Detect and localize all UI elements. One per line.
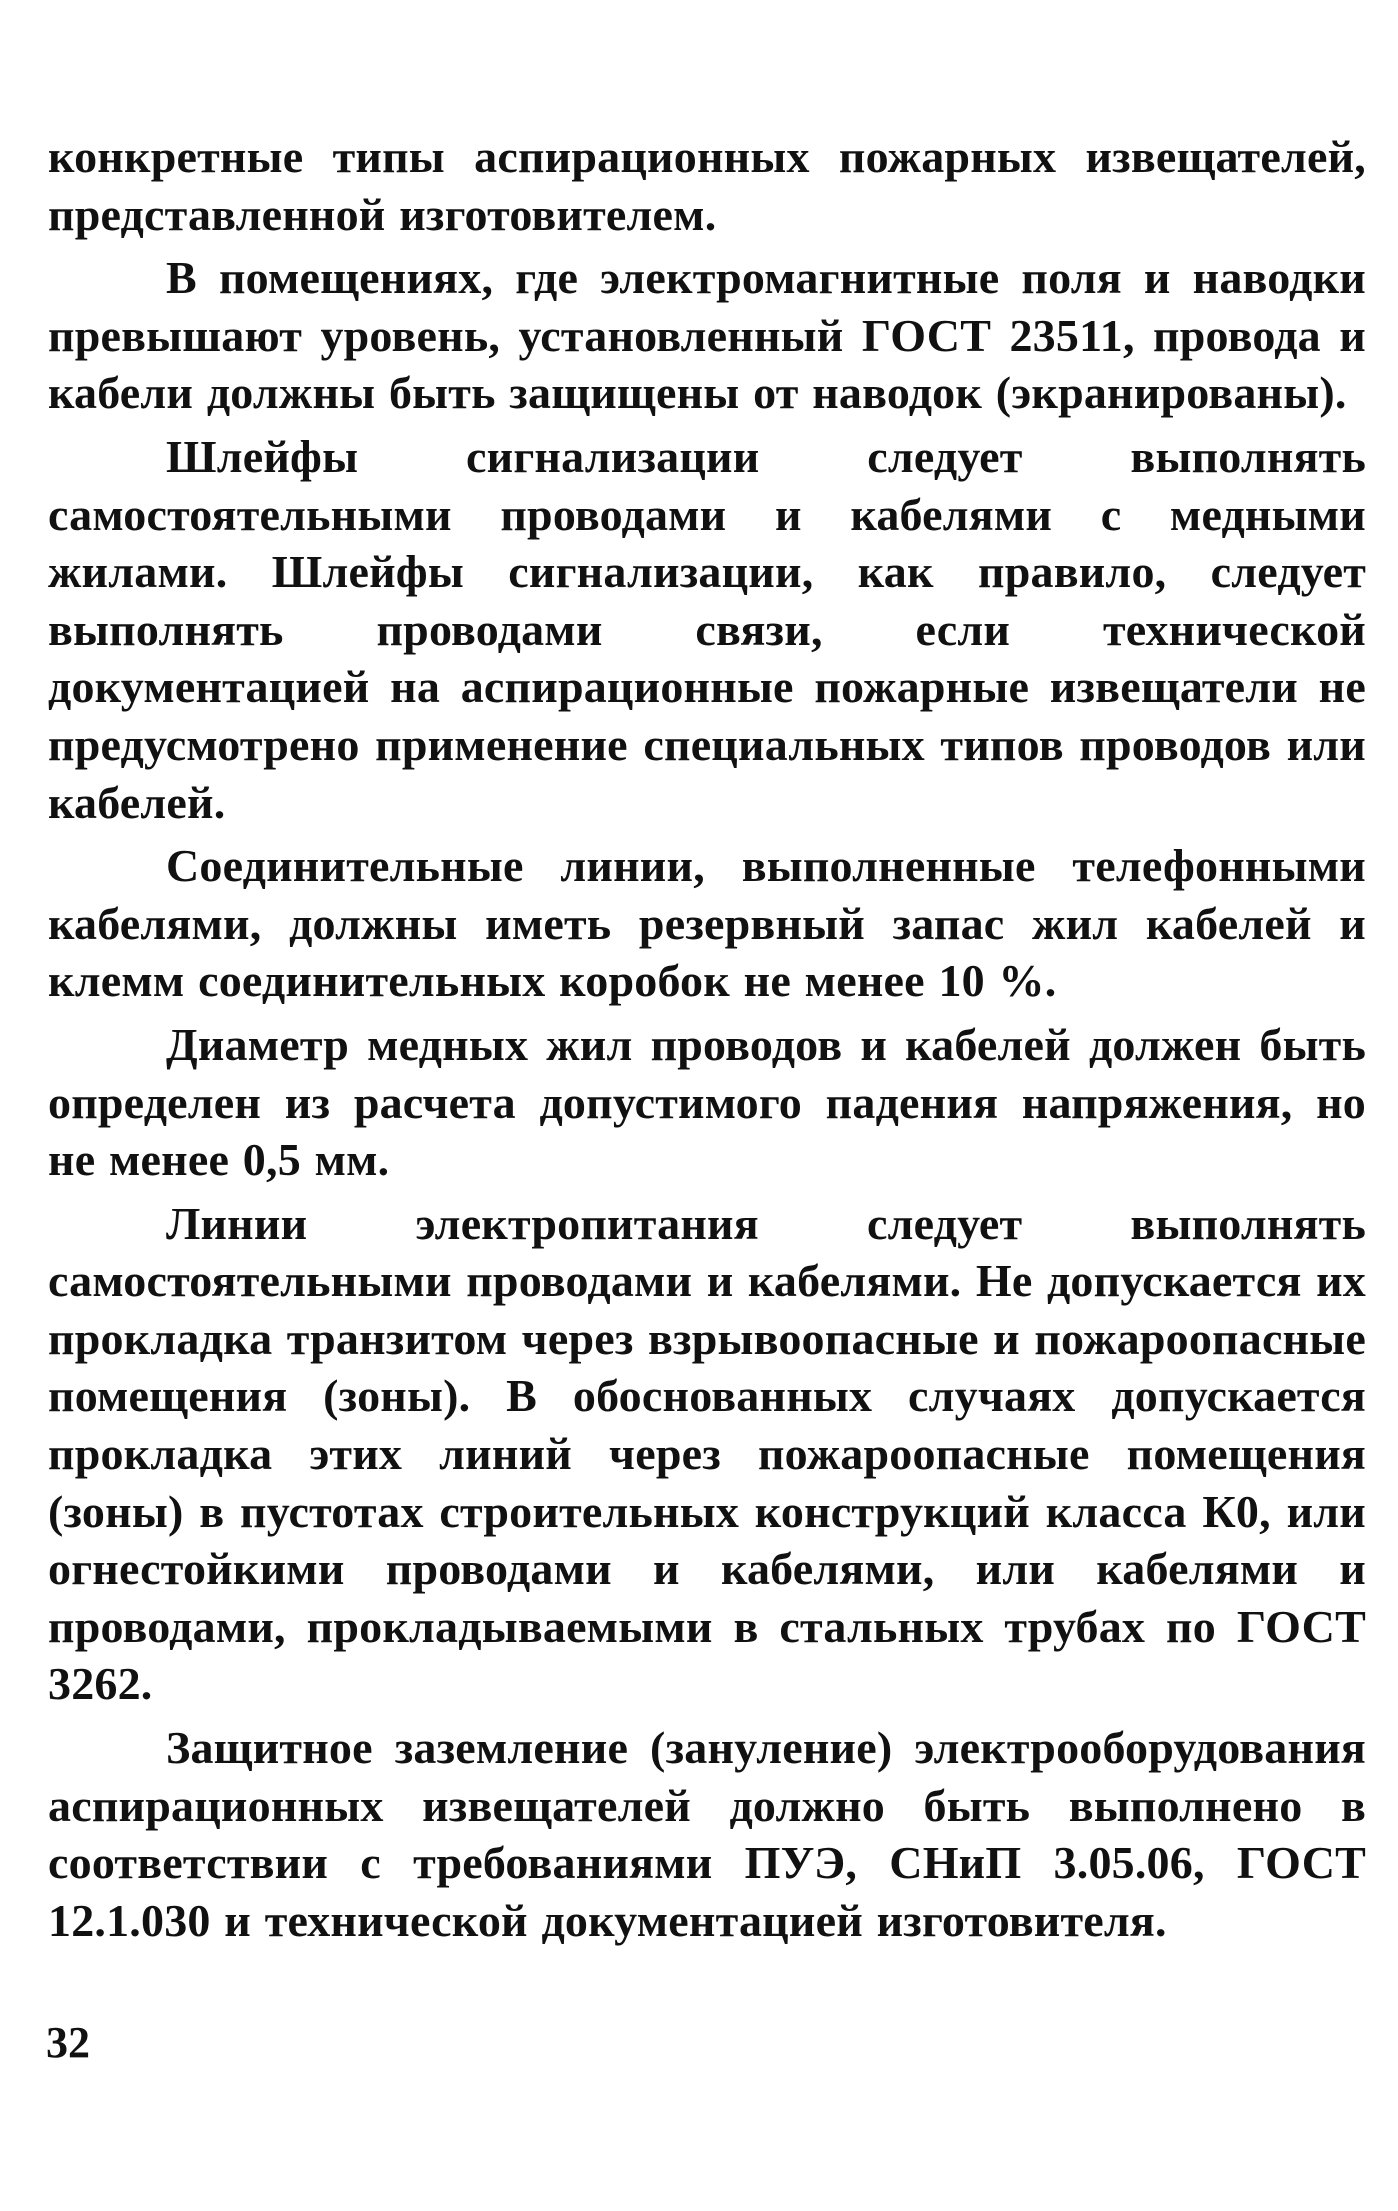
paragraph-connection-lines: Соединительные линии, выполненные телефонными кабелями, должны иметь резервный запас жил кабелей и клемм соединительных коробок не менее 10 %. xyxy=(48,840,1366,1007)
paragraph-signal-loops: Шлейфы сигнализации следует выполнять самостоятельными проводами и кабелями с медными жилами. Шлейфы сигнализации, как правило, следует выполнять проводами связи, если технической документацией на аспирационные пожарные извещатели не предусмотрено применение специальных типов проводов или кабелей. xyxy=(48,430,1366,828)
body-text xyxy=(48,128,1366,1955)
paragraph-wire-diameter: Диаметр медных жил проводов и кабелей должен быть определен из расчета допустимого падения напряжения, но не менее 0,5 мм. xyxy=(48,1018,1366,1186)
paragraph-continuation: конкретные типы аспирационных пожарных извещателей, представленной изготовителем. xyxy=(48,131,1366,240)
paragraph-power-lines: Линии электропитания следует выполнять самостоятельными проводами и кабелями. Не допускается их прокладка транзитом через взрывоопасные и пожароопасные помещения (зоны). В обоснованных случаях допускается прокладка этих линий через пожароопасные помещения (зоны) в пустотах строительных конструкций класса К0, или огнестойкими проводами и кабелями, или кабелями и проводами, прокладываемыми в стальных трубах по ГОСТ 3262. xyxy=(48,1197,1366,1710)
paragraph-electromagnetic-shielding: В помещениях, где электромагнитные поля и наводки превышают уровень, установленный ГОСТ 23511, провода и кабели должны быть защищены от наводок (экранированы). xyxy=(48,252,1366,419)
page-number: 32 xyxy=(46,2018,90,2067)
paragraph-protective-grounding: Защитное заземление (зануление) электрооборудования аспирационных извещателей должно быть выполнено в соответствии с требованиями ПУЭ, СНиП 3.05.06, ГОСТ 12.1.030 и технической документацией изготовителя. xyxy=(48,1722,1366,1946)
